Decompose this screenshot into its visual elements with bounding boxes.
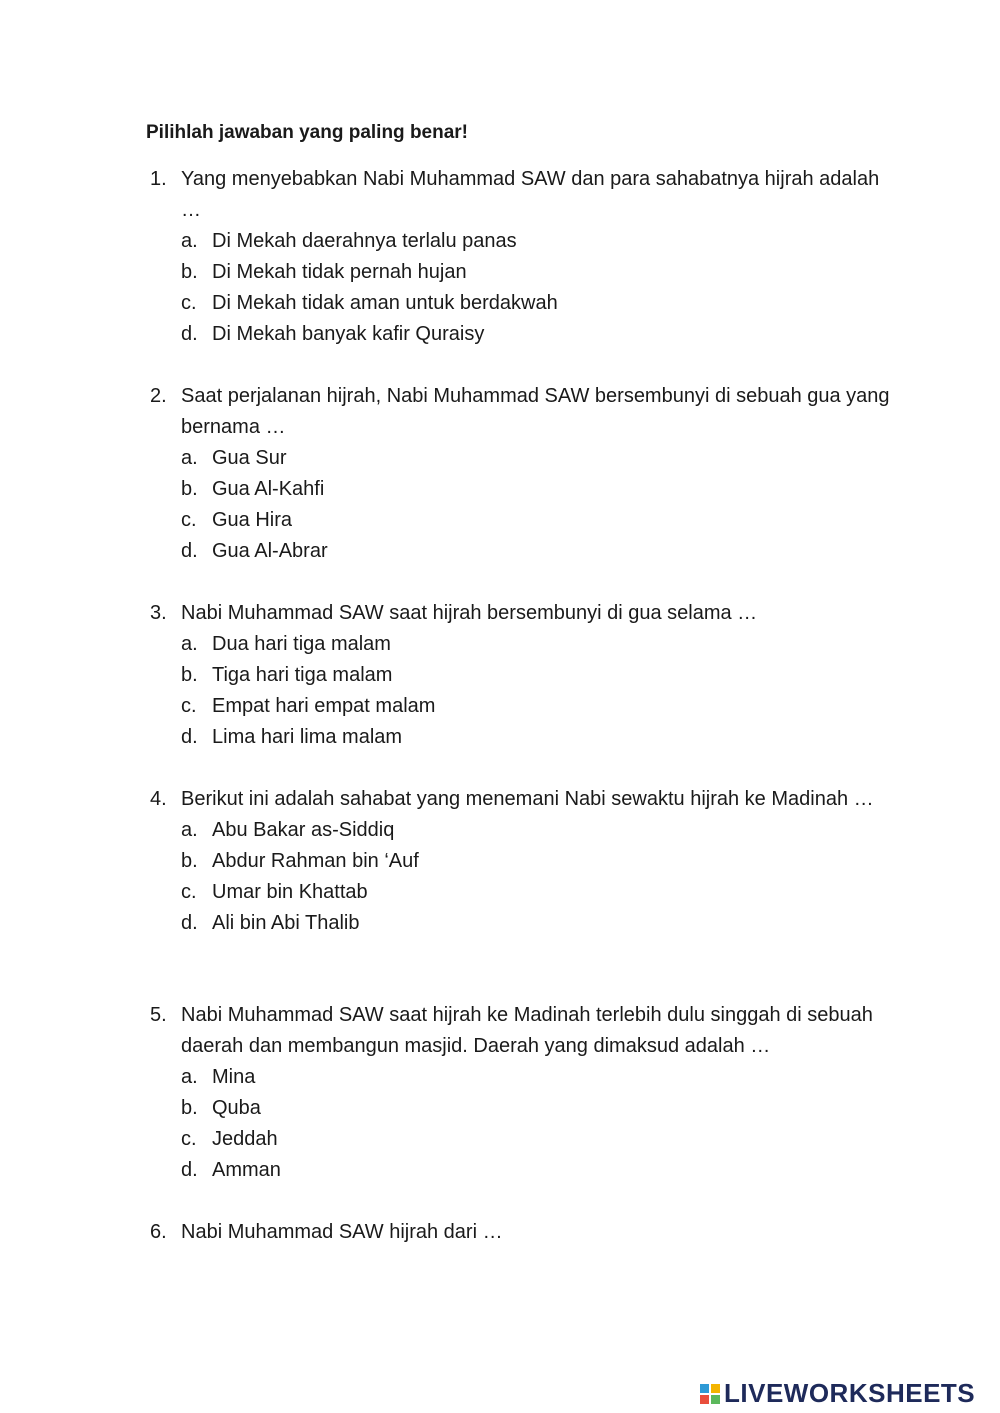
option-text: Di Mekah daerahnya terlalu panas [212,230,517,252]
option-text: Gua Sur [212,447,287,469]
question-number: 2. [150,385,167,407]
question-text: Nabi Muhammad SAW saat hijrah bersembunyi di gua selama … [181,602,758,624]
option-list [150,815,890,939]
brand-name: LIVEWORKSHEETS [724,1378,976,1408]
option-letter: b. [181,850,198,872]
question-text: Berikut ini adalah sahabat yang menemani Nabi sewaktu hijrah ke Madinah … [181,788,874,810]
option-letter: d. [181,912,198,934]
option-letter: a. [181,230,198,252]
option-a[interactable] [150,629,890,660]
question-text: Nabi Muhammad SAW hijrah dari … [181,1221,503,1243]
option-c[interactable] [150,288,890,319]
option-letter: b. [181,664,198,686]
option-letter: a. [181,1066,198,1088]
option-a[interactable] [150,443,890,474]
question-text: Saat perjalanan hijrah, Nabi Muhammad SAW bersembunyi di sebuah gua yang bernama … [181,385,890,438]
option-text: Abdur Rahman bin ‘Auf [212,850,419,872]
question-3 [150,598,890,753]
option-text: Di Mekah tidak aman untuk berdakwah [212,292,558,314]
option-letter: a. [181,633,198,655]
option-b[interactable] [150,257,890,288]
option-b[interactable] [150,474,890,505]
option-c[interactable] [150,877,890,908]
option-text: Gua Al-Abrar [212,540,328,562]
option-text: Empat hari empat malam [212,695,436,717]
logo-square [700,1395,709,1404]
option-list [150,226,890,350]
logo-square [711,1384,720,1393]
option-c[interactable] [150,505,890,536]
question-text: Nabi Muhammad SAW saat hijrah ke Madinah terlebih dulu singgah di sebuah daerah dan membangun masjid. Daerah yang dimaksud adalah … [181,1004,873,1057]
option-letter: d. [181,726,198,748]
question-number: 3. [150,602,167,624]
question-4 [150,784,890,939]
option-d[interactable] [150,722,890,753]
option-text: Dua hari tiga malam [212,633,391,655]
option-letter: a. [181,819,198,841]
option-letter: d. [181,1159,198,1181]
liveworksheets-brand [700,1378,975,1409]
question-6 [150,1217,890,1248]
question-number: 1. [150,168,167,190]
option-list [150,443,890,567]
option-text: Gua Al-Kahfi [212,478,325,500]
question-2 [150,381,890,567]
option-d[interactable] [150,319,890,350]
option-text: Ali bin Abi Thalib [212,912,360,934]
option-text: Di Mekah banyak kafir Quraisy [212,323,485,345]
option-letter: c. [181,292,197,314]
option-letter: a. [181,447,198,469]
question-text: Yang menyebabkan Nabi Muhammad SAW dan para sahabatnya hijrah adalah … [181,168,880,221]
question-1 [150,164,890,350]
option-d[interactable] [150,536,890,567]
option-letter: c. [181,1128,197,1150]
question-number: 5. [150,1004,167,1026]
option-letter: b. [181,478,198,500]
option-b[interactable] [150,846,890,877]
option-c[interactable] [150,691,890,722]
option-text: Umar bin Khattab [212,881,368,903]
option-letter: d. [181,323,198,345]
option-a[interactable] [150,226,890,257]
option-text: Amman [212,1159,281,1181]
option-b[interactable] [150,1093,890,1124]
logo-square [700,1384,709,1393]
option-d[interactable] [150,1155,890,1186]
option-letter: c. [181,881,197,903]
question-5 [150,1000,890,1186]
option-text: Quba [212,1097,261,1119]
option-letter: c. [181,695,197,717]
option-b[interactable] [150,660,890,691]
option-a[interactable] [150,1062,890,1093]
option-d[interactable] [150,908,890,939]
option-letter: b. [181,261,198,283]
option-text: Di Mekah tidak pernah hujan [212,261,467,283]
option-text: Tiga hari tiga malam [212,664,393,686]
option-text: Gua Hira [212,509,293,531]
liveworksheets-logo-icon [700,1384,720,1404]
option-text: Mina [212,1066,256,1088]
option-text: Jeddah [212,1128,278,1150]
question-number: 4. [150,788,167,810]
option-letter: d. [181,540,198,562]
logo-square [711,1395,720,1404]
option-list [150,1062,890,1186]
option-list [150,629,890,753]
instruction-heading: Pilihlah jawaban yang paling benar! [146,122,469,143]
option-letter: b. [181,1097,198,1119]
option-text: Abu Bakar as-Siddiq [212,819,395,841]
option-letter: c. [181,509,197,531]
question-number: 6. [150,1221,167,1243]
option-text: Lima hari lima malam [212,726,403,748]
option-a[interactable] [150,815,890,846]
option-c[interactable] [150,1124,890,1155]
